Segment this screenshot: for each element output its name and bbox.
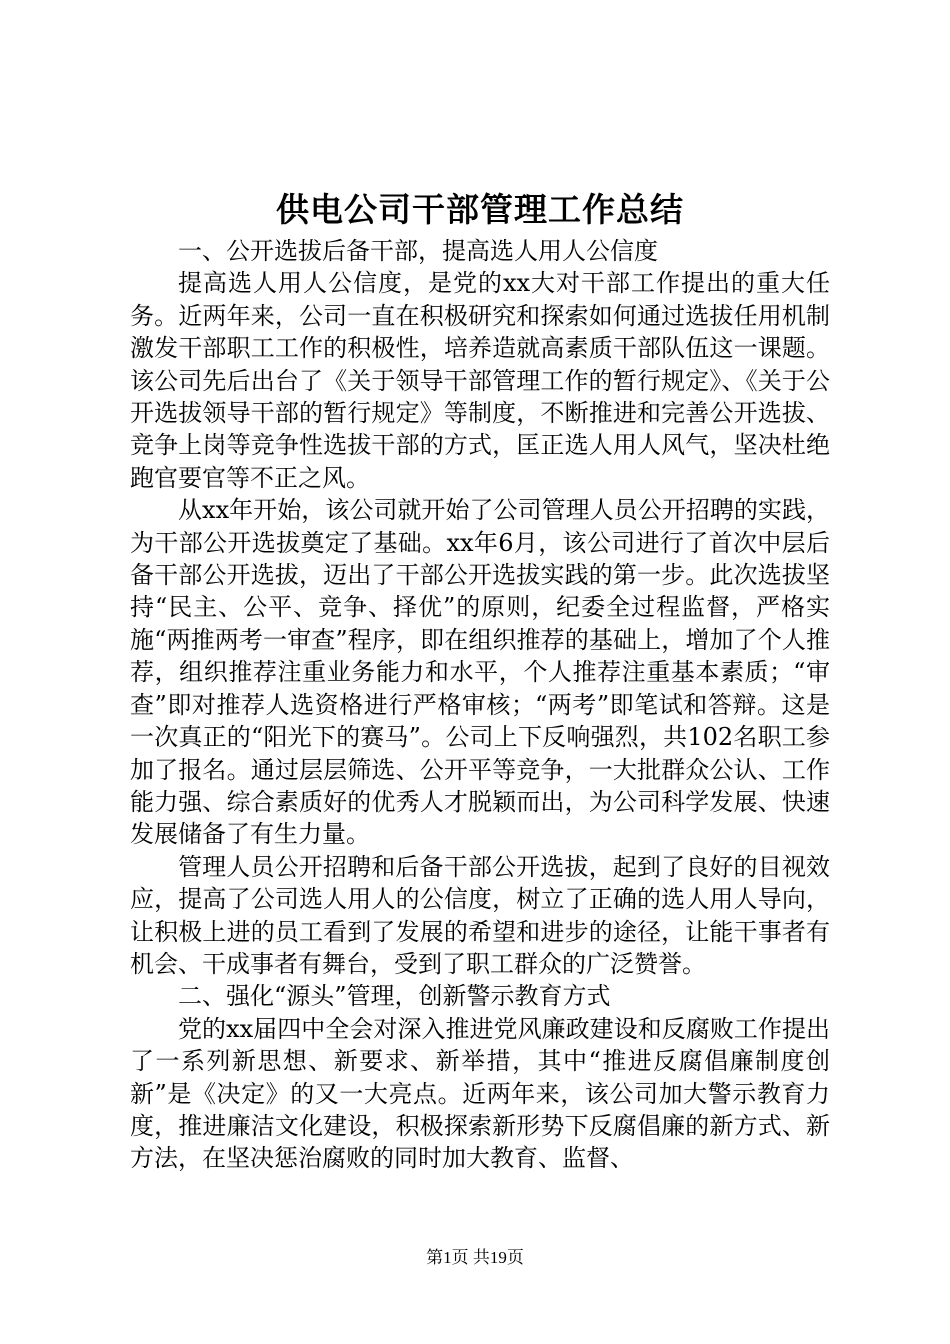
- document-title: 供电公司干部管理工作总结: [276, 190, 684, 229]
- body-paragraph: 提高选人用人公信度，是党的xx大对干部工作提出的重大任务。近两年来，公司一直在积极研究和探索如何通过选拔任用机制激发干部职工工作的积极性，培养造就高素质干部队伍这一课题。该公司先后出台了《关于领导干部管理工作的暂行规定》、《关于公开选拔领导干部的暂行规定》等制度，不断推进和完善公开选拔、竞争上岗等竞争性选拔干部的方式，匡正选人用人风气，坚决杜绝跑官要官等不正之风。: [130, 269, 830, 492]
- section-heading: 二、强化“源头”管理，创新警示教育方式: [178, 982, 611, 1011]
- page-footer: 第1页 共19页: [426, 1248, 524, 1267]
- section-1: [130, 235, 830, 980]
- body-paragraph: 从xx年开始，该公司就开始了公司管理人员公开招聘的实践，为干部公开选拔奠定了基础。xx年6月，该公司进行了首次中层后备干部公开选拔，迈出了干部公开选拔实践的第一步。此次选拔坚持“民主、公平、竞争、择优”的原则，纪委全过程监督，严格实施“两推两考一审查”程序，即在组织推荐的基础上，增加了个人推荐，组织推荐注重业务能力和水平，个人推荐注重基本素质；“审查”即对推荐人选资格进行严格审核；“两考”即笔试和答辩。这是一次真正的“阳光下的赛马”。公司上下反响强烈，共102名职工参加了报名。通过层层筛选、公开平等竞争，一大批群众公认、工作能力强、综合素质好的优秀人才脱颖而出，为公司科学发展、快速发展储备了有生力量。: [130, 496, 830, 849]
- section-heading: 一、公开选拔后备干部，提高选人用人公信度: [178, 237, 658, 265]
- section-2: [130, 980, 830, 1174]
- body-paragraph: 党的xx届四中全会对深入推进党风廉政建设和反腐败工作提出了一系列新思想、新要求、新举措，其中“推进反腐倡廉制度创新”是《决定》的又一大亮点。近两年来，该公司加大警示教育力度，推进廉洁文化建设，积极探索新形势下反腐倡廉的新方式、新方法，在坚决惩治腐败的同时加大教育、监督、: [130, 1014, 830, 1173]
- body-paragraph: 管理人员公开招聘和后备干部公开选拔，起到了良好的目视效应，提高了公司选人用人的公信度，树立了正确的选人用人导向，让积极上进的员工看到了发展的希望和进步的途径，让能干事者有机会、干成事者有舞台，受到了职工群众的广泛赞誉。: [130, 852, 830, 978]
- document-page: [130, 185, 830, 1175]
